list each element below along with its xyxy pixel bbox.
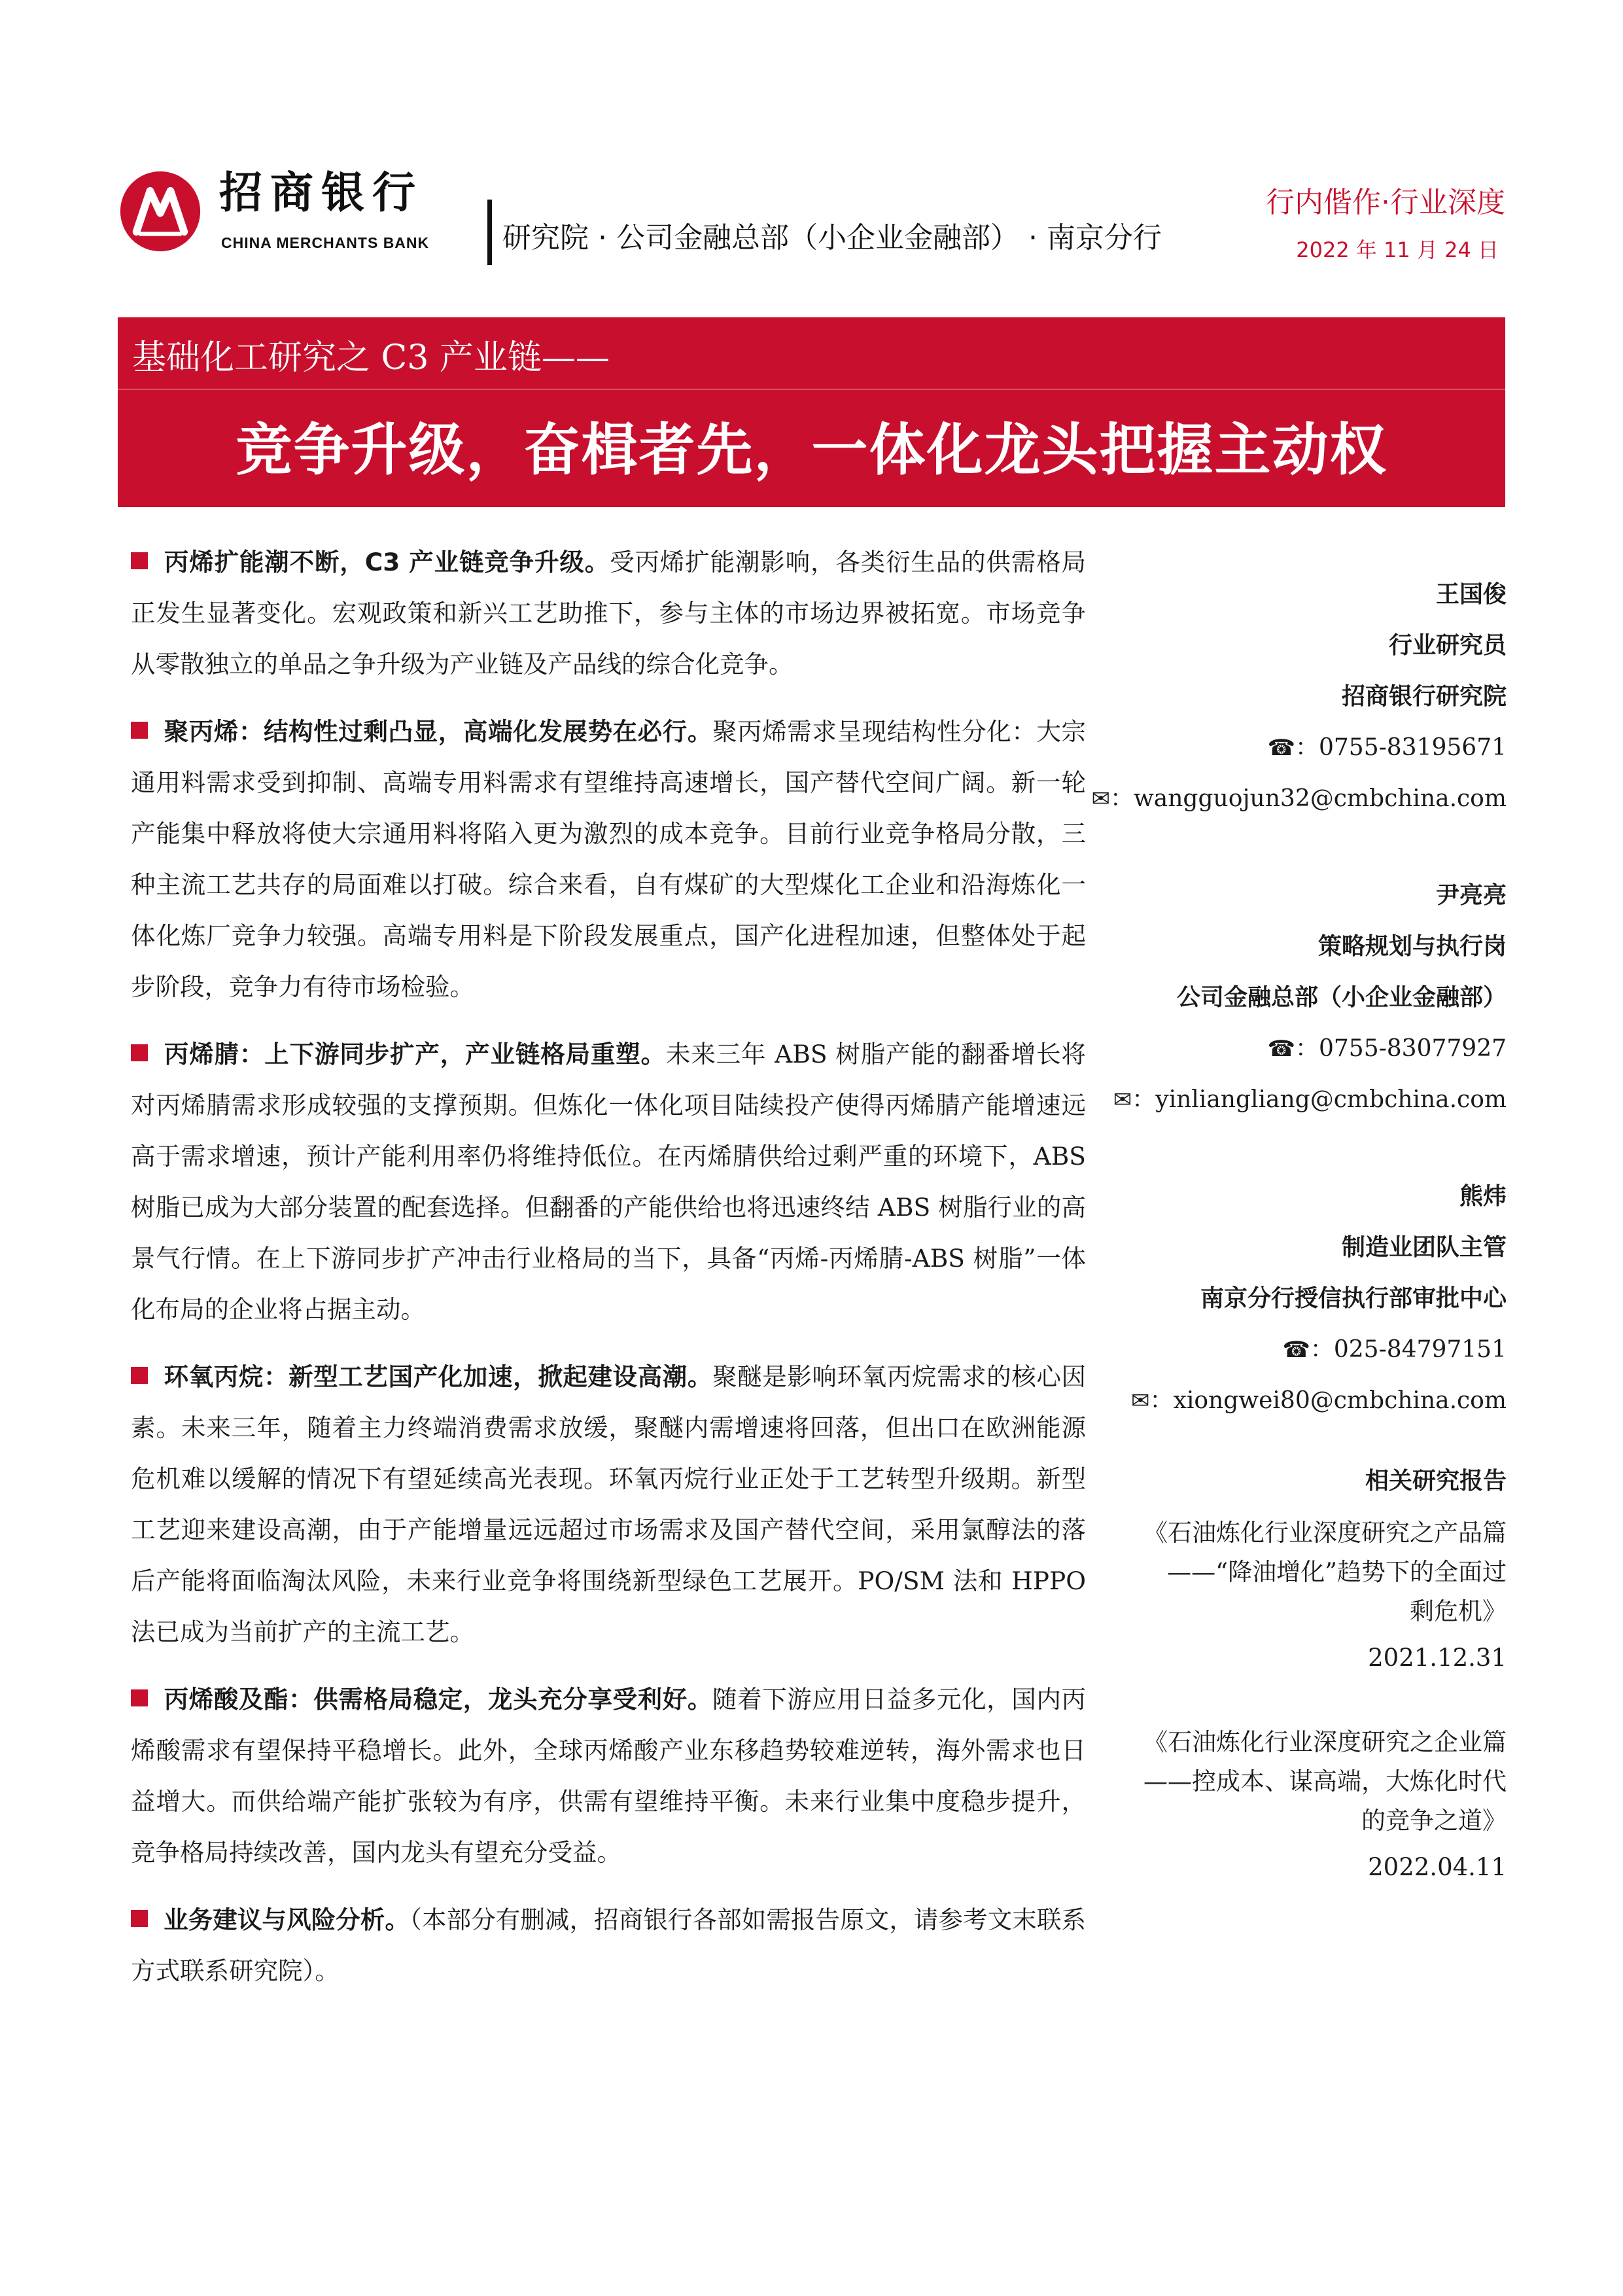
author-email[interactable]: ✉：yinliangliang@cmbchina.com — [1113, 1086, 1507, 1113]
paragraph-body: 聚丙烯需求呈现结构性分化：大宗通用料需求受到抑制、高端专用料需求有望维持高速增长，国产替代空间广阔。新一轮产能集中释放将使大宗通用料将陷入更为激烈的成本竞争。目前行业竞争格局分散，三种主流工艺共存的局面难以打破。综合来看，自有煤矿的大型煤化工企业和沿海炼化一体化炼厂竞争力较强。高端专用料是下阶段发展重点，国产化进程加速，但整体处于起步阶段，竞争力有待市场检验。 — [131, 717, 1086, 1001]
email-icon: ✉ — [1131, 1388, 1150, 1414]
summary-paragraph — [131, 1351, 1086, 1657]
author-phone-number: 025-84797151 — [1333, 1336, 1507, 1363]
paragraph-lead: 丙烯酸及酯：供需格局稳定，龙头充分享受利好。 — [164, 1685, 712, 1714]
logo-chinese-name: 招商银行 — [219, 168, 423, 218]
author-phone: ☎：0755-83195671 — [1267, 734, 1507, 761]
author-phone: ☎：0755-83077927 — [1267, 1035, 1507, 1062]
report-type-label: 行内偕作·行业深度 — [1266, 186, 1505, 219]
author-email-address[interactable]: wangguojun32@cmbchina.com — [1133, 785, 1507, 812]
report-date: 2022 年 11 月 24 日 — [1296, 238, 1499, 262]
bullet-square-icon — [131, 1367, 148, 1384]
author-email-address[interactable]: xiongwei80@cmbchina.com — [1173, 1387, 1507, 1414]
header-divider — [487, 200, 492, 265]
author-name: 王国俊 — [1435, 581, 1507, 608]
phone-icon: ☎ — [1282, 1337, 1310, 1363]
summary-paragraph — [131, 1894, 1086, 1996]
bullet-square-icon — [131, 722, 148, 739]
banner-divider — [118, 389, 1505, 390]
author-email[interactable]: ✉：wangguojun32@cmbchina.com — [1091, 785, 1507, 812]
related-report-title-line: 《石油炼化行业深度研究之企业篇 — [1143, 1728, 1507, 1756]
author-email-address[interactable]: yinliangliang@cmbchina.com — [1155, 1086, 1507, 1113]
phone-icon: ☎ — [1267, 735, 1295, 761]
paragraph-body: （本部分有删减，招商银行各部如需报告原文，请参考文末联系方式联系研究院）。 — [131, 1905, 1087, 1985]
related-report-item[interactable] — [1009, 1513, 1507, 1684]
summary-paragraph — [131, 1029, 1086, 1335]
related-reports-heading: 相关研究报告 — [1365, 1468, 1507, 1494]
summary-section — [131, 537, 1086, 2013]
logo-english-name: CHINA MERCHANTS BANK — [221, 234, 430, 251]
author-phone: ☎：025-84797151 — [1282, 1336, 1507, 1363]
email-icon: ✉ — [1113, 1087, 1132, 1113]
paragraph-lead: 环氧丙烷：新型工艺国产化加速，掀起建设高潮。 — [164, 1362, 712, 1391]
author-org: 公司金融总部（小企业金融部） — [1176, 984, 1507, 1011]
bullet-square-icon — [131, 1044, 148, 1061]
related-report-date: 2022.04.11 — [1368, 1853, 1507, 1881]
related-report-title-line: 剩危机》 — [1410, 1597, 1507, 1625]
title-banner — [118, 317, 1505, 507]
sidebar — [1009, 569, 1507, 1893]
author-title: 策略规划与执行岗 — [1318, 933, 1507, 960]
paragraph-lead: 业务建议与风险分析。 — [164, 1905, 410, 1934]
paragraph-body: 受丙烯扩能潮影响，各类衍生品的供需格局正发生显著变化。宏观政策和新兴工艺助推下，参与主体的市场边界被拓宽。市场竞争从零散独立的单品之争升级为产业链及产品线的综合化竞争。 — [131, 548, 1087, 679]
summary-paragraph — [131, 537, 1086, 690]
author-name: 熊炜 — [1459, 1183, 1507, 1210]
author-phone-number: 0755-83077927 — [1318, 1035, 1507, 1062]
author-org: 南京分行授信执行部审批中心 — [1200, 1285, 1507, 1312]
author-phone-number: 0755-83195671 — [1318, 734, 1507, 761]
paragraph-lead: 聚丙烯：结构性过剩凸显，高端化发展势在必行。 — [164, 717, 712, 746]
paragraph-body: 随着下游应用日益多元化，国内丙烯酸需求有望保持平稳增长。此外，全球丙烯酸产业东移趋势较难逆转，海外需求也日益增大。而供给端产能扩张较为有序，供需有望维持平衡。未来行业集中度稳步提升，竞争格局持续改善，国内龙头有望充分受益。 — [131, 1685, 1086, 1867]
author-card — [1009, 569, 1507, 824]
paragraph-lead: 丙烯腈：上下游同步扩产，产业链格局重塑。 — [164, 1040, 666, 1069]
bullet-square-icon — [131, 1689, 148, 1706]
report-subtitle: 基础化工研究之 C3 产业链—— — [132, 338, 610, 378]
related-report-title[interactable] — [1009, 1513, 1507, 1631]
related-report-item[interactable] — [1009, 1723, 1507, 1893]
related-report-title-line: ——控成本、谋高端，大炼化时代 — [1143, 1767, 1507, 1795]
author-email[interactable]: ✉：xiongwei80@cmbchina.com — [1131, 1387, 1507, 1414]
author-org: 招商银行研究院 — [1341, 683, 1507, 710]
author-card — [1009, 870, 1507, 1125]
author-title: 制造业团队主管 — [1341, 1234, 1507, 1261]
cmb-logo-icon — [118, 169, 203, 254]
related-report-title[interactable] — [1009, 1723, 1507, 1841]
paragraph-lead: 丙烯扩能潮不断，C3 产业链竞争升级。 — [164, 548, 610, 576]
author-card — [1009, 1171, 1507, 1426]
header-departments: 研究院 · 公司金融总部（小企业金融部） · 南京分行 — [502, 221, 1162, 255]
related-report-title-line: 《石油炼化行业深度研究之产品篇 — [1143, 1519, 1507, 1547]
author-title: 行业研究员 — [1388, 632, 1507, 659]
paragraph-body: 未来三年 ABS 树脂产能的翻番增长将对丙烯腈需求形成较强的支撑预期。但炼化一体化项目陆续投产使得丙烯腈产能增速远高于需求增速，预计产能利用率仍将维持低位。在丙烯腈供给过剩严重的环境下，ABS 树脂已成为大部分装置的配套选择。但翻番的产能供给也将迅速终结 ABS 树脂行业的高景气行情。在上下游同步扩产冲击行业格局的当下，具备“丙烯-丙烯腈-ABS 树脂”一体化布局的企业将占据主动。 — [131, 1040, 1086, 1324]
report-title: 竞争升级，奋楫者先，一体化龙头把握主动权 — [236, 417, 1387, 483]
email-icon: ✉ — [1091, 786, 1110, 812]
paragraph-body: 聚醚是影响环氧丙烷需求的核心因素。未来三年，随着主力终端消费需求放缓，聚醚内需增速将回落，但出口在欧洲能源危机难以缓解的情况下有望延续高光表现。环氧丙烷行业正处于工艺转型升级期。新型工艺迎来建设高潮，由于产能增量远远超过市场需求及国产替代空间，采用氯醇法的落后产能将面临淘汰风险，未来行业竞争将围绕新型绿色工艺展开。PO/SM 法和 HPPO 法已成为当前扩产的主流工艺。 — [131, 1362, 1086, 1646]
summary-paragraph — [131, 1674, 1086, 1878]
related-report-date: 2021.12.31 — [1368, 1644, 1507, 1672]
bullet-square-icon — [131, 552, 148, 569]
phone-icon: ☎ — [1267, 1036, 1295, 1062]
summary-paragraph — [131, 706, 1086, 1012]
related-report-title-line: ——“降油增化”趋势下的全面过 — [1167, 1558, 1507, 1586]
bullet-square-icon — [131, 1910, 148, 1927]
author-name: 尹亮亮 — [1435, 882, 1507, 909]
related-report-title-line: 的竞争之道》 — [1361, 1807, 1507, 1835]
